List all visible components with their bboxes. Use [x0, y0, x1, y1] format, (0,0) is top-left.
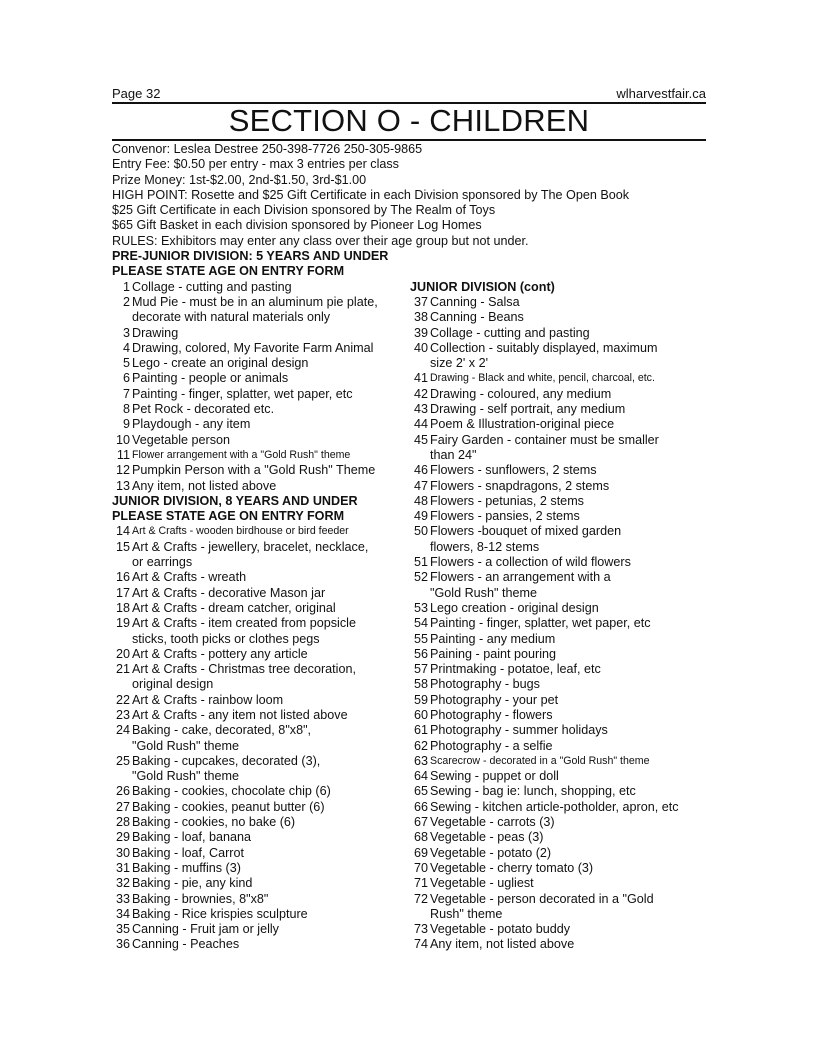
page-number: Page 32 — [112, 86, 161, 101]
class-number: 26 — [115, 784, 130, 799]
class-description: Sewing - puppet or doll — [430, 769, 559, 784]
class-entry — [112, 723, 410, 738]
class-entry — [112, 570, 410, 585]
class-description: Photography - flowers — [430, 707, 553, 722]
class-entry — [112, 754, 410, 769]
class-description: Flowers - snapdragons, 2 stems — [430, 478, 610, 493]
class-entry — [112, 616, 410, 631]
class-number: 13 — [115, 478, 130, 493]
class-number: 8 — [122, 402, 130, 417]
left-column — [112, 280, 410, 953]
class-description: Canning - Fruit jam or jelly — [132, 922, 279, 937]
class-number: 51 — [413, 555, 428, 570]
junior-cont-entries — [410, 295, 706, 953]
class-entry — [112, 433, 410, 448]
class-description: Photography - your pet — [430, 692, 559, 707]
class-description: Flowers - a collection of wild flowers — [430, 555, 631, 570]
class-description: Vegetable - ugliest — [430, 876, 534, 891]
class-description: Flower arrangement with a "Gold Rush" theme — [132, 448, 351, 461]
class-description-continued: "Gold Rush" theme — [430, 585, 537, 600]
class-entry — [112, 479, 410, 494]
class-entry — [410, 295, 706, 310]
class-entry — [410, 433, 706, 448]
class-number: 15 — [115, 539, 130, 554]
class-description: Canning - Peaches — [132, 937, 240, 952]
class-number: 7 — [122, 386, 130, 401]
pre-junior-age-note: PLEASE STATE AGE ON ENTRY FORM — [112, 264, 345, 279]
class-entry — [410, 922, 706, 937]
class-number: 12 — [115, 463, 130, 478]
class-description-continued: decorate with natural materials only — [132, 310, 331, 325]
class-description: Art & Crafts - pottery any article — [132, 646, 308, 661]
class-description: Flowers - sunflowers, 2 stems — [430, 463, 597, 478]
class-number: 28 — [115, 815, 130, 830]
class-entry — [410, 632, 706, 647]
class-number: 1 — [122, 279, 130, 294]
class-description: Sewing - bag ie: lunch, shopping, etc — [430, 784, 636, 799]
class-entry — [112, 784, 410, 799]
class-number: 66 — [413, 799, 428, 814]
class-description: Drawing, colored, My Favorite Farm Animal — [132, 340, 374, 355]
gift-basket-line: $65 Gift Basket in each division sponsored by Pioneer Log Homes — [112, 218, 482, 233]
class-entry — [112, 815, 410, 830]
class-number: 70 — [413, 860, 428, 875]
class-entry — [410, 616, 706, 631]
class-entry — [112, 861, 410, 876]
class-number: 2 — [122, 294, 130, 309]
class-description: Canning - Beans — [430, 310, 524, 325]
class-number: 45 — [413, 432, 428, 447]
class-entry — [112, 326, 410, 341]
title-rule — [112, 139, 706, 141]
class-entry — [410, 708, 706, 723]
class-description-continued: "Gold Rush" theme — [132, 738, 239, 753]
class-number: 56 — [413, 646, 428, 661]
class-entry — [112, 448, 410, 463]
class-entry — [410, 739, 706, 754]
class-description: Flowers - an arrangement with a — [430, 570, 611, 585]
class-description: Drawing - Black and white, pencil, charcoal, etc. — [430, 372, 655, 385]
class-description: Art & Crafts - wreath — [132, 570, 247, 585]
class-entry — [112, 280, 410, 295]
class-entry — [112, 693, 410, 708]
class-description: Baking - brownies, 8"x8" — [132, 891, 269, 906]
class-number: 50 — [413, 524, 428, 539]
section-intro — [112, 142, 706, 280]
class-number: 5 — [122, 356, 130, 371]
class-entry — [410, 876, 706, 891]
gift-certificate-line: $25 Gift Certificate in each Division sponsored by The Realm of Toys — [112, 203, 496, 218]
class-entry — [410, 769, 706, 784]
class-entry — [410, 555, 706, 570]
class-entry — [410, 937, 706, 952]
class-entry — [410, 601, 706, 616]
class-description: Painting - finger, splatter, wet paper, etc — [430, 616, 651, 631]
class-description: Art & Crafts - decorative Mason jar — [132, 585, 326, 600]
class-entry — [112, 708, 410, 723]
class-number: 4 — [122, 340, 130, 355]
high-point-line: HIGH POINT: Rosette and $25 Gift Certificate in each Division sponsored by The Open Book — [112, 187, 630, 202]
class-description: Collection - suitably displayed, maximum — [430, 340, 658, 355]
class-entry — [112, 417, 410, 432]
class-description: Flowers -bouquet of mixed garden — [430, 524, 622, 539]
prize-money-line: Prize Money: 1st-$2.00, 2nd-$1.50, 3rd-$1.00 — [112, 172, 367, 187]
class-description: Baking - pie, any kind — [132, 876, 253, 891]
class-description: Poem & Illustration-original piece — [430, 417, 615, 432]
class-description: Vegetable - peas (3) — [430, 830, 544, 845]
class-description: Scarecrow - decorated in a "Gold Rush" theme — [430, 754, 650, 767]
class-number: 69 — [413, 845, 428, 860]
class-description: Lego - create an original design — [132, 356, 309, 371]
class-number: 64 — [413, 769, 428, 784]
page-header — [112, 86, 706, 102]
class-number: 24 — [115, 723, 130, 738]
class-entry — [112, 846, 410, 861]
class-number: 63 — [413, 753, 428, 768]
class-number: 72 — [413, 891, 428, 906]
class-number: 49 — [413, 509, 428, 524]
class-number: 17 — [115, 585, 130, 600]
class-entry — [410, 693, 706, 708]
class-entry — [112, 387, 410, 402]
class-description: Baking - cookies, peanut butter (6) — [132, 799, 325, 814]
class-description: Vegetable - potato buddy — [430, 922, 571, 937]
class-description: Sewing - kitchen article-potholder, apron, etc — [430, 799, 679, 814]
class-number: 62 — [413, 738, 428, 753]
class-number: 74 — [413, 937, 428, 952]
class-description: Canning - Salsa — [430, 294, 520, 309]
class-number: 29 — [115, 830, 130, 845]
class-number: 25 — [115, 753, 130, 768]
class-number: 37 — [413, 294, 428, 309]
class-description-continued: flowers, 8-12 stems — [430, 539, 540, 554]
class-number: 47 — [413, 478, 428, 493]
junior-cont-heading: JUNIOR DIVISION (cont) — [410, 279, 555, 294]
class-entry — [410, 754, 706, 769]
class-entry — [410, 417, 706, 432]
class-description: Baking - cupcakes, decorated (3), — [132, 753, 321, 768]
class-number: 59 — [413, 692, 428, 707]
class-number: 43 — [413, 402, 428, 417]
class-description-continued: sticks, tooth picks or clothes pegs — [132, 631, 320, 646]
class-number: 3 — [122, 325, 130, 340]
class-entry — [410, 494, 706, 509]
class-number: 54 — [413, 616, 428, 631]
class-number: 30 — [115, 845, 130, 860]
class-description-continued: Rush" theme — [430, 906, 503, 921]
class-description: Art & Crafts - item created from popsicle — [132, 616, 356, 631]
class-description: Baking - Rice krispies sculpture — [132, 906, 308, 921]
class-entry — [112, 463, 410, 478]
class-number: 21 — [115, 662, 130, 677]
class-description-continued: or earrings — [132, 555, 193, 570]
junior-heading: JUNIOR DIVISION, 8 YEARS AND UNDER — [112, 493, 358, 508]
class-description: Art & Crafts - rainbow loom — [132, 692, 284, 707]
class-number: 36 — [115, 937, 130, 952]
class-entry — [112, 876, 410, 891]
class-entry — [410, 662, 706, 677]
class-entry — [410, 647, 706, 662]
class-number: 10 — [115, 432, 130, 447]
class-description: Vegetable - cherry tomato (3) — [430, 860, 594, 875]
class-number: 71 — [413, 876, 428, 891]
class-number: 35 — [115, 922, 130, 937]
class-entry — [112, 892, 410, 907]
convenor-line: Convenor: Leslea Destree 250-398-7726 250-305-9865 — [112, 142, 423, 156]
class-number: 27 — [115, 799, 130, 814]
entry-fee-line: Entry Fee: $0.50 per entry - max 3 entries per class — [112, 157, 399, 172]
document-page — [112, 86, 706, 953]
class-entry — [410, 830, 706, 845]
class-description: Art & Crafts - any item not listed above — [132, 707, 348, 722]
class-entry — [112, 341, 410, 356]
class-description: Flowers - petunias, 2 stems — [430, 493, 584, 508]
class-description: Photography - summer holidays — [430, 723, 608, 738]
class-number: 42 — [413, 386, 428, 401]
class-description: Vegetable - person decorated in a "Gold — [430, 891, 654, 906]
class-number: 58 — [413, 677, 428, 692]
class-description: Art & Crafts - jewellery, bracelet, necklace, — [132, 539, 369, 554]
class-entry — [410, 861, 706, 876]
class-description: Baking - cookies, no bake (6) — [132, 815, 296, 830]
class-number: 65 — [413, 784, 428, 799]
class-number: 52 — [413, 570, 428, 585]
class-description: Photography - a selfie — [430, 738, 553, 753]
class-entry — [112, 662, 410, 677]
class-number: 40 — [413, 340, 428, 355]
class-number: 73 — [413, 922, 428, 937]
class-entry — [112, 922, 410, 937]
class-entry — [410, 800, 706, 815]
class-description: Photography - bugs — [430, 677, 540, 692]
class-number: 44 — [413, 417, 428, 432]
class-entry — [410, 509, 706, 524]
class-description: Vegetable - carrots (3) — [430, 815, 555, 830]
class-description: Collage - cutting and pasting — [430, 325, 590, 340]
class-description: Baking - loaf, banana — [132, 830, 252, 845]
class-number: 20 — [115, 646, 130, 661]
class-entry — [410, 402, 706, 417]
class-description-continued: than 24" — [430, 447, 477, 462]
class-entry — [112, 524, 410, 539]
class-description: Baking - loaf, Carrot — [132, 845, 244, 860]
class-description: Art & Crafts - Christmas tree decoration, — [132, 662, 356, 677]
class-description: Art & Crafts - wooden birdhouse or bird feeder — [132, 525, 349, 538]
class-description: Fairy Garden - container must be smaller — [430, 432, 659, 447]
class-number: 16 — [115, 570, 130, 585]
class-number: 11 — [116, 447, 130, 462]
class-entry — [112, 586, 410, 601]
class-number: 41 — [413, 371, 428, 386]
class-description: Drawing - self portrait, any medium — [430, 402, 626, 417]
class-entry — [410, 570, 706, 585]
class-number: 34 — [115, 906, 130, 921]
class-entry — [112, 830, 410, 845]
rules-line: RULES: Exhibitors may enter any class over their age group but not under. — [112, 233, 529, 248]
class-entry — [410, 784, 706, 799]
class-description-continued: "Gold Rush" theme — [132, 769, 239, 784]
class-description: Drawing - coloured, any medium — [430, 386, 612, 401]
class-number: 23 — [115, 707, 130, 722]
class-description: Art & Crafts - dream catcher, original — [132, 600, 336, 615]
class-number: 68 — [413, 830, 428, 845]
class-entry — [410, 723, 706, 738]
class-description: Mud Pie - must be in an aluminum pie plate, — [132, 294, 378, 309]
class-description: Pumpkin Person with a "Gold Rush" Theme — [132, 463, 376, 478]
class-description: Flowers - pansies, 2 stems — [430, 509, 580, 524]
pre-junior-entries — [112, 280, 410, 494]
class-number: 18 — [115, 600, 130, 615]
class-description: Baking - cookies, chocolate chip (6) — [132, 784, 331, 799]
class-number: 32 — [115, 876, 130, 891]
class-entry — [410, 479, 706, 494]
class-number: 19 — [115, 616, 130, 631]
class-number: 31 — [115, 860, 130, 875]
class-entry — [112, 356, 410, 371]
class-number: 33 — [115, 891, 130, 906]
class-entry — [112, 647, 410, 662]
class-description: Vegetable person — [132, 432, 231, 447]
class-entry — [410, 326, 706, 341]
class-description: Drawing — [132, 325, 179, 340]
class-entry — [112, 601, 410, 616]
junior-age-note: PLEASE STATE AGE ON ENTRY FORM — [112, 509, 345, 524]
class-entry — [112, 295, 410, 310]
class-entry — [410, 341, 706, 356]
class-description: Any item, not listed above — [430, 937, 575, 952]
class-number: 22 — [115, 692, 130, 707]
class-description: Playdough - any item — [132, 417, 251, 432]
class-entry — [112, 540, 410, 555]
class-entry — [410, 846, 706, 861]
class-number: 6 — [122, 371, 130, 386]
class-entry — [112, 371, 410, 386]
class-entry — [112, 402, 410, 417]
class-entry — [410, 524, 706, 539]
pre-junior-heading: PRE-JUNIOR DIVISION: 5 YEARS AND UNDER — [112, 249, 389, 264]
class-description: Paining - paint pouring — [430, 646, 557, 661]
class-description: Painting - people or animals — [132, 371, 289, 386]
class-list — [112, 280, 706, 953]
class-description: Painting - finger, splatter, wet paper, etc — [132, 386, 353, 401]
class-entry — [410, 892, 706, 907]
class-number: 55 — [413, 631, 428, 646]
class-description-continued: original design — [132, 677, 214, 692]
class-description: Baking - cake, decorated, 8"x8", — [132, 723, 312, 738]
class-number: 9 — [122, 417, 130, 432]
class-number: 61 — [413, 723, 428, 738]
class-entry — [410, 815, 706, 830]
class-entry — [112, 800, 410, 815]
class-description: Any item, not listed above — [132, 478, 277, 493]
class-number: 48 — [413, 493, 428, 508]
class-description-continued: size 2' x 2' — [430, 356, 489, 371]
class-number: 67 — [413, 815, 428, 830]
class-description: Painting - any medium — [430, 631, 556, 646]
class-entry — [410, 387, 706, 402]
class-number: 53 — [413, 600, 428, 615]
class-number: 38 — [413, 310, 428, 325]
class-entry — [410, 677, 706, 692]
class-entry — [410, 310, 706, 325]
right-column — [410, 280, 706, 953]
class-number: 39 — [413, 325, 428, 340]
class-description: Printmaking - potatoe, leaf, etc — [430, 662, 601, 677]
class-description: Vegetable - potato (2) — [430, 845, 552, 860]
class-entry — [410, 463, 706, 478]
class-entry — [112, 937, 410, 952]
section-title: SECTION O - CHILDREN — [228, 103, 590, 138]
class-entry — [410, 371, 706, 386]
class-number: 46 — [413, 463, 428, 478]
class-number: 60 — [413, 707, 428, 722]
class-entry — [112, 907, 410, 922]
class-description: Collage - cutting and pasting — [132, 279, 292, 294]
class-description: Baking - muffins (3) — [132, 860, 241, 875]
class-description: Lego creation - original design — [430, 600, 599, 615]
junior-entries — [112, 524, 410, 952]
class-number: 57 — [413, 662, 428, 677]
class-description: Pet Rock - decorated etc. — [132, 402, 275, 417]
website-label: wlharvestfair.ca — [616, 86, 706, 101]
class-number: 14 — [115, 524, 130, 539]
